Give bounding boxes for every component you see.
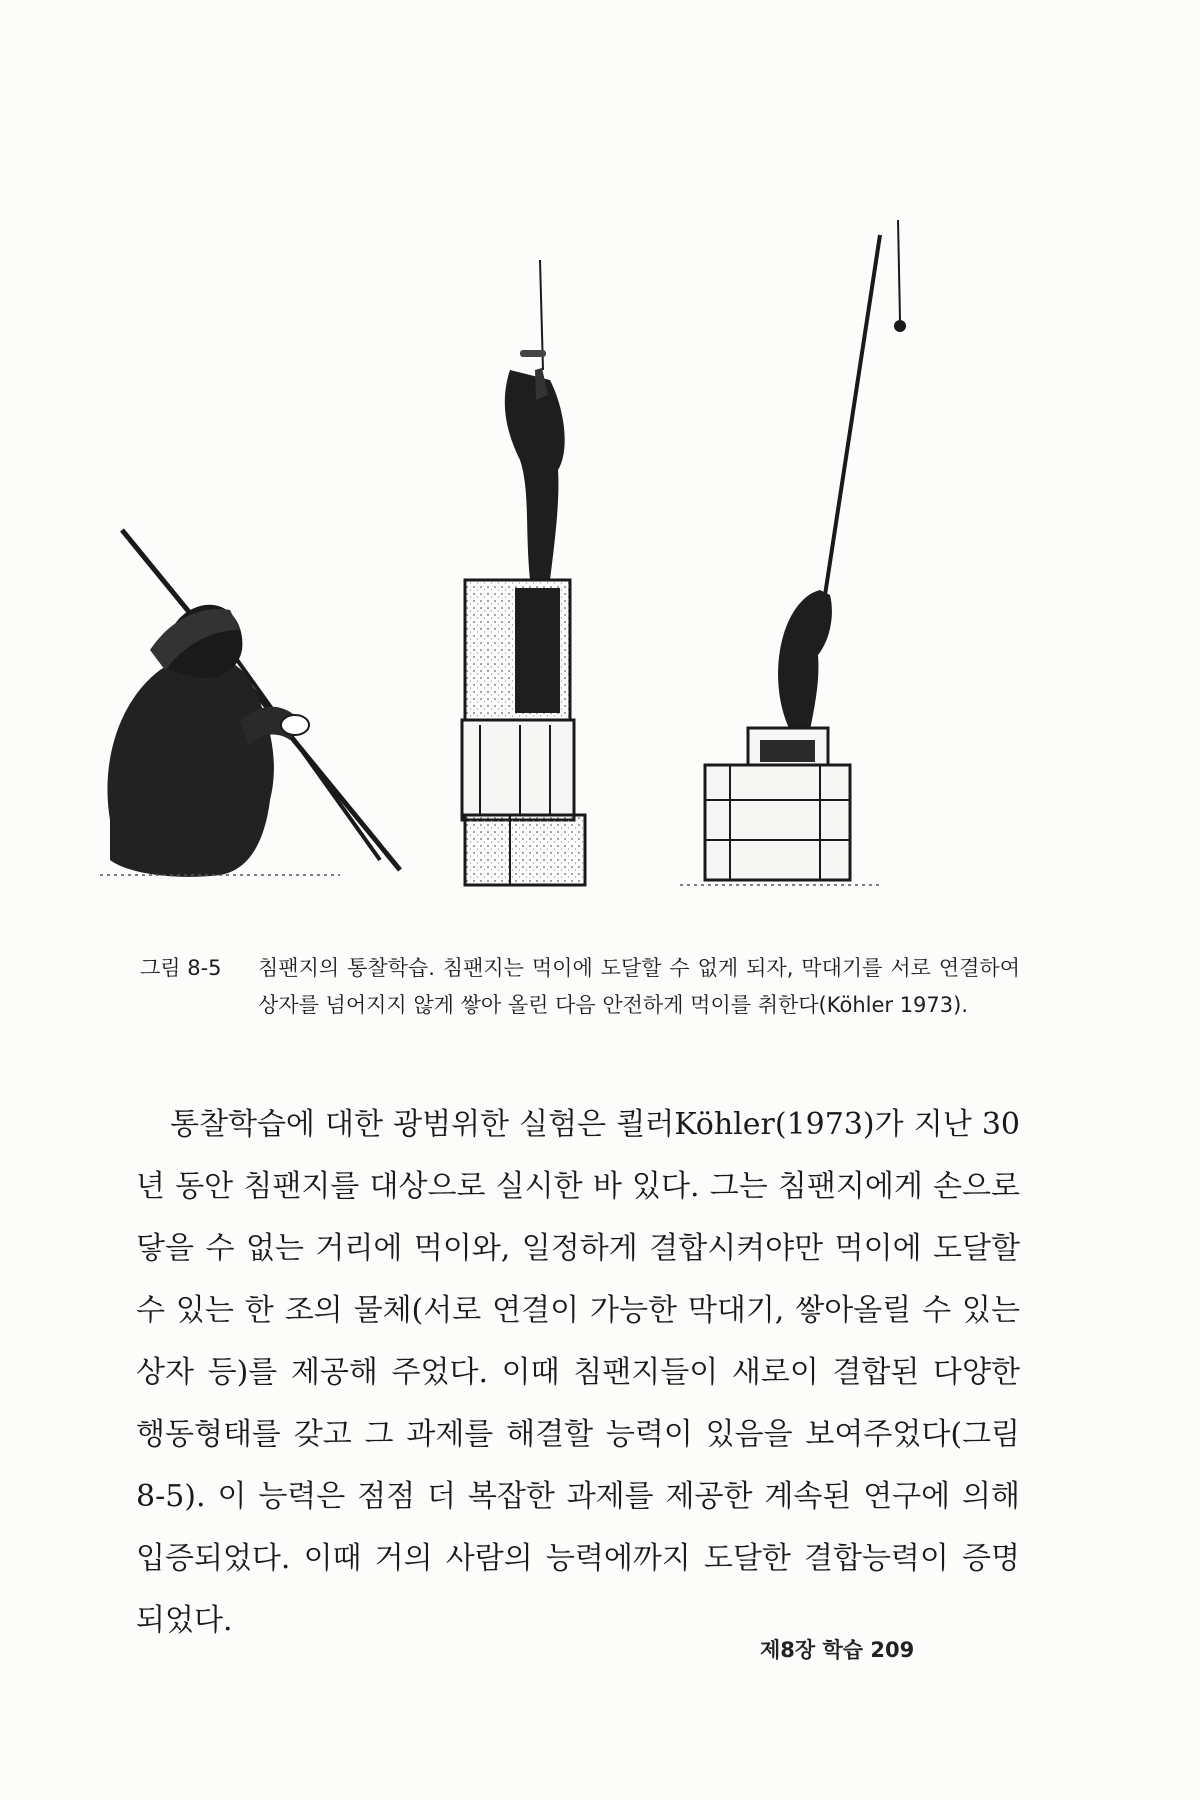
chimpanzee-insight-illustration <box>80 200 1040 900</box>
chimp-joining-sticks <box>100 526 406 877</box>
figure-label: 그림 8-5 <box>140 956 222 980</box>
chimp-with-long-pole <box>680 220 906 885</box>
chapter-title: 제8장 학습 <box>760 1638 864 1662</box>
figure-caption-text: 침팬지의 통찰학습. 침팬지는 먹이에 도달할 수 없게 되자, 막대기를 서로 연결하여 상자를 넘어지지 않게 쌓아 올린 다음 안전하게 먹이를 취한다(Köhler 1973). <box>258 956 1020 1017</box>
page-footer <box>760 1634 1000 1664</box>
chimp-on-stacked-boxes <box>462 260 585 885</box>
figure-caption <box>140 950 1020 1024</box>
body-paragraph: 통찰학습에 대한 광범위한 실험은 쾰러Köhler(1973)가 지난 30년 동안 침팬지를 대상으로 실시한 바 있다. 그는 침팬지에게 손으로 닿을 수 없는 거리에 먹이와, 일정하게 결합시켜야만 먹이에 도달할 수 있는 한 조의 물체(서로 연결이 가능한 막대기, 쌓아올릴 수 있는 상자 등)를 제공해 주었다. 이때 침팬지들이 새로이 결합된 다양한 행동형태를 갖고 그 과제를 해결할 능력이 있음을 보여주었다(그림 8-5). 이 능력은 점점 더 복잡한 과제를 제공한 계속된 연구에 의해 입증되었다. 이때 거의 사람의 능력에까지 도달한 결합능력이 증명되었다. <box>136 1107 1020 1638</box>
illustration-svg <box>80 200 1040 900</box>
page-number: 209 <box>870 1638 915 1662</box>
